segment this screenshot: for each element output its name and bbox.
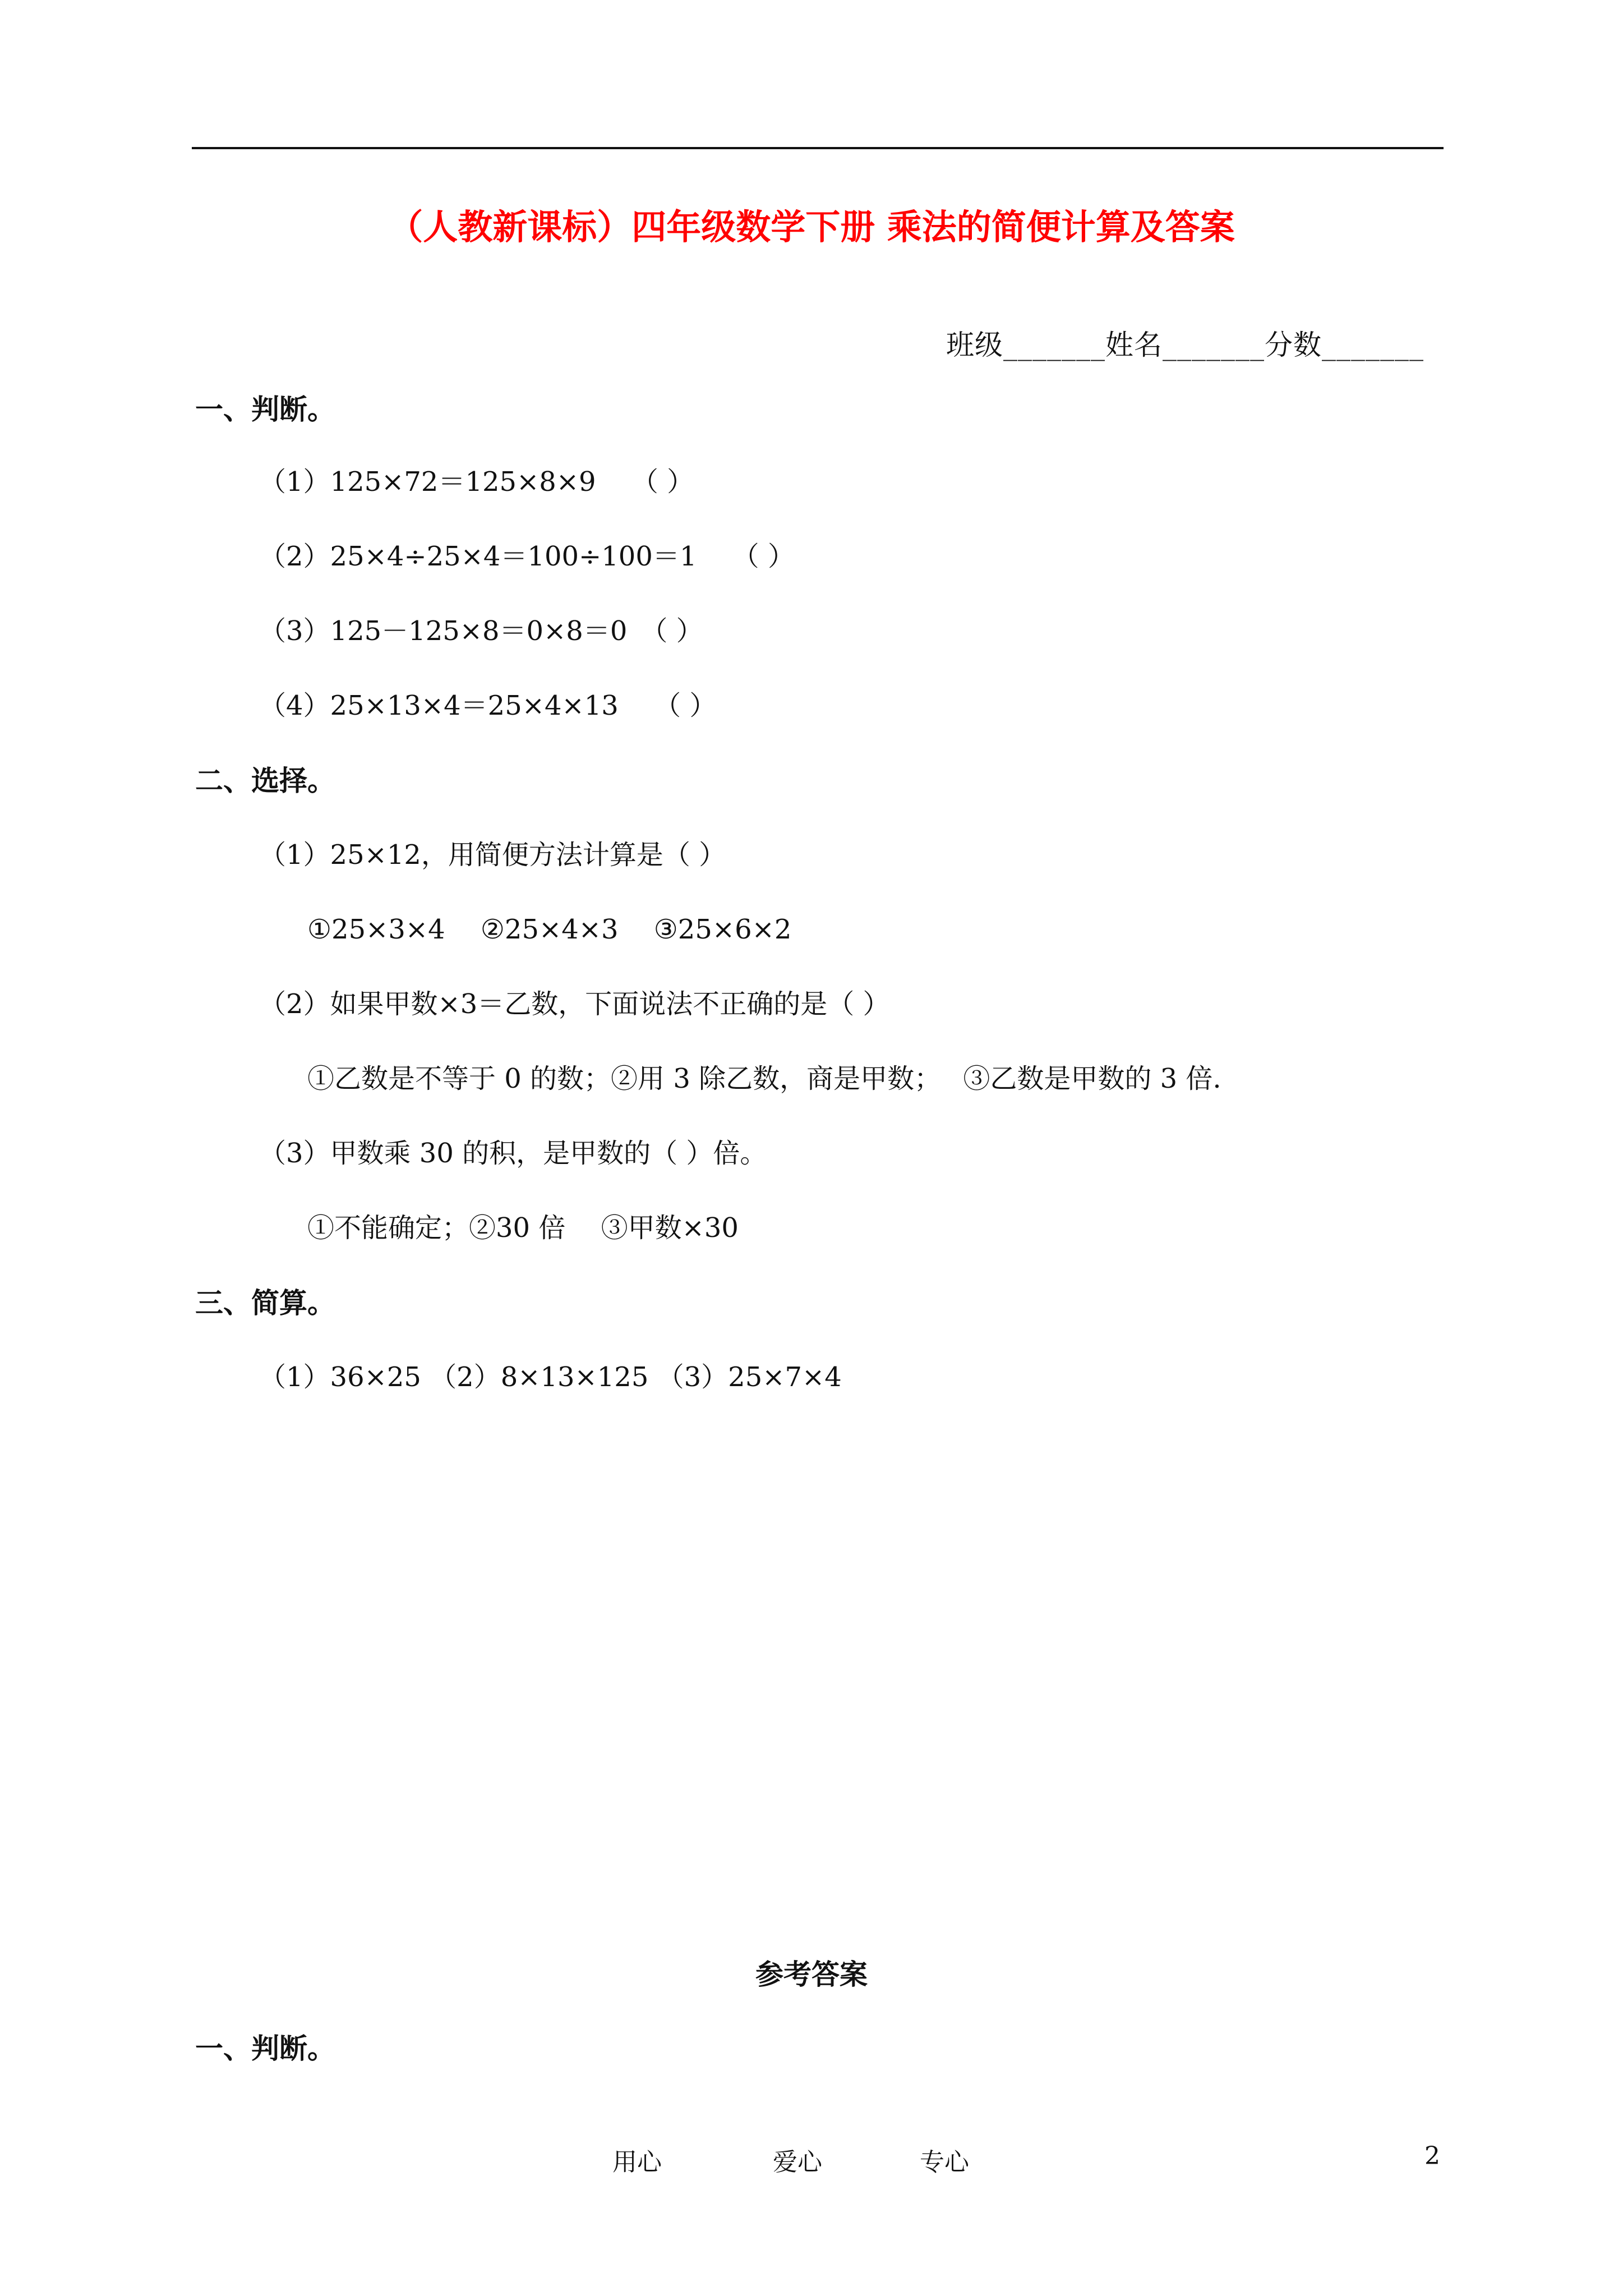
page-number: 2: [1424, 2142, 1440, 2170]
question-item: （2）25×4÷25×4＝100÷100＝1 （ ）: [259, 541, 795, 572]
question-item: （1）25×12，用简便方法计算是（ ）: [259, 839, 726, 871]
question-options: ①不能确定；②30 倍 ③甲数×30: [307, 1212, 739, 1244]
question-options: ①乙数是不等于 0 的数；②用 3 除乙数，商是甲数； ③乙数是甲数的 3 倍.: [307, 1063, 1221, 1094]
page-title: （人教新课标）四年级数学下册 乘法的简便计算及答案: [388, 206, 1235, 247]
question-options: ①25×3×4 ②25×4×3 ③25×6×2: [307, 914, 792, 945]
section-heading-choice: 二、选择。: [195, 765, 335, 797]
question-item: （3）甲数乘 30 的积，是甲数的（ ）倍。: [259, 1138, 767, 1169]
section-heading-simplify: 三、简算。: [195, 1287, 335, 1319]
answers-section-heading: 一、判断。: [195, 2032, 335, 2065]
question-item: （3）125－125×8＝0×8＝0 （ ）: [259, 615, 703, 647]
question-item: （1）36×25 （2）8×13×125 （3）25×7×4: [259, 1361, 842, 1393]
header-rule: [192, 147, 1444, 149]
footer-text-middle: 爱心: [773, 2148, 822, 2177]
answers-title: 参考答案: [755, 1958, 868, 1991]
footer-text-left: 用心: [612, 2148, 662, 2177]
question-item: （2）如果甲数×3＝乙数，下面说法不正确的是（ ）: [259, 988, 890, 1020]
question-item: （4）25×13×4＝25×4×13 （ ）: [259, 690, 717, 721]
section-heading-judgement: 一、判断。: [195, 393, 335, 426]
student-info-line: 班级_______姓名_______分数_______: [946, 329, 1424, 361]
footer-text-right: 专心: [920, 2148, 969, 2177]
question-item: （1）125×72＝125×8×9 （ ）: [259, 466, 694, 498]
